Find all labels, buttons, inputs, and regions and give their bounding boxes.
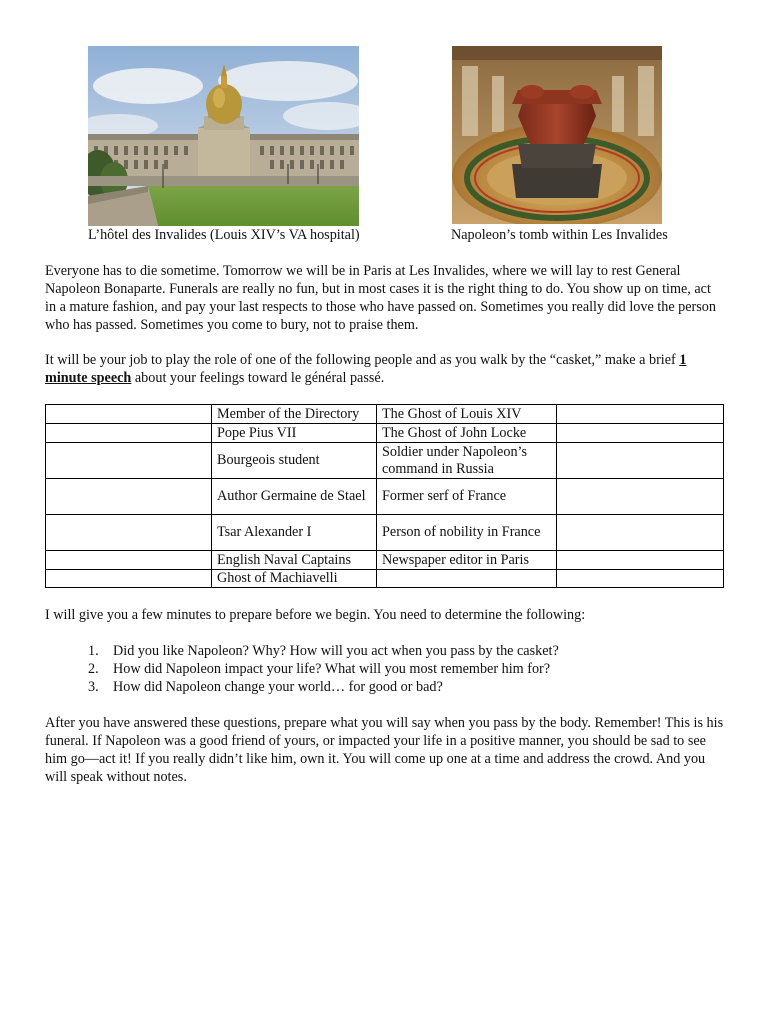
table-row xyxy=(46,551,724,570)
table-cell: The Ghost of Louis XIV xyxy=(377,405,557,424)
table-cell xyxy=(557,570,724,588)
table-cell xyxy=(557,515,724,551)
assignment-text-before: It will be your job to play the role of one of the following people and as you walk by the “casket,” make a brief xyxy=(45,352,680,368)
intro-paragraph: Everyone has to die sometime. Tomorrow we will be in Paris at Les Invalides, where we will lay to rest General Napoleon Bonaparte. Funerals are really no fun, but in most cases it is the right thing to do. You show up on time, act in a mature fashion, and pay your last respects to those who have passed on. Sometimes you really did love the person who has passed. Sometimes you come to bury, not to praise them. xyxy=(45,263,716,333)
table-cell: Tsar Alexander I xyxy=(212,515,377,551)
table-cell: Person of nobility in France xyxy=(377,515,557,551)
table-cell xyxy=(46,479,212,515)
speech-length-emphasis: 1 minute speech xyxy=(45,352,687,386)
tomb-caption: Napoleon’s tomb within Les Invalides xyxy=(451,227,668,243)
table-cell xyxy=(46,405,212,424)
list-item xyxy=(88,642,559,660)
table-row xyxy=(46,424,724,443)
question-text: How did Napoleon change your world… for good or bad? xyxy=(113,679,443,695)
napoleon-tomb-photo xyxy=(452,46,662,224)
table-cell xyxy=(46,551,212,570)
table-cell: Ghost of Machiavelli xyxy=(212,570,377,588)
table-row xyxy=(46,515,724,551)
table-row xyxy=(46,405,724,424)
table-cell xyxy=(46,570,212,588)
list-number: 1. xyxy=(88,643,99,659)
list-item xyxy=(88,660,559,678)
assignment-text-after: about your feelings toward le général passé. xyxy=(131,370,385,386)
closing-paragraph: After you have answered these questions, prepare what you will say when you pass by the body. Remember! This is his funeral. If Napoleon was a good friend of yours, or impacted your life in a positive manner, you should be sad to see him go—act it! If you really didn’t like him, own it. You will come up one at a time and address the crowd. And you will speak without notes. xyxy=(45,715,724,785)
table-cell xyxy=(46,424,212,443)
table-cell xyxy=(46,515,212,551)
table-cell: The Ghost of John Locke xyxy=(377,424,557,443)
assignment-paragraph xyxy=(45,351,725,387)
question-list xyxy=(88,642,559,696)
prepare-paragraph: I will give you a few minutes to prepare before we begin. You need to determine the following: xyxy=(45,607,586,623)
roles-table xyxy=(45,404,724,588)
table-cell: Author Germaine de Stael xyxy=(212,479,377,515)
table-cell: Pope Pius VII xyxy=(212,424,377,443)
invalides-caption: L’hôtel des Invalides (Louis XIV’s VA hospital) xyxy=(88,227,360,243)
table-cell: Former serf of France xyxy=(377,479,557,515)
list-number: 3. xyxy=(88,679,99,695)
list-item xyxy=(88,678,559,696)
table-cell: Soldier under Napoleon’s command in Russia xyxy=(377,443,557,479)
invalides-photo xyxy=(88,46,359,226)
table-cell: Member of the Directory xyxy=(212,405,377,424)
table-cell xyxy=(557,424,724,443)
table-row xyxy=(46,479,724,515)
question-text: Did you like Napoleon? Why? How will you act when you pass by the casket? xyxy=(113,643,559,659)
table-cell xyxy=(46,443,212,479)
table-cell xyxy=(557,479,724,515)
table-cell xyxy=(557,551,724,570)
table-cell: Newspaper editor in Paris xyxy=(377,551,557,570)
table-cell: English Naval Captains xyxy=(212,551,377,570)
table-cell xyxy=(557,405,724,424)
table-cell xyxy=(557,443,724,479)
table-row xyxy=(46,570,724,588)
table-cell xyxy=(377,570,557,588)
list-number: 2. xyxy=(88,661,99,677)
question-text: How did Napoleon impact your life? What will you most remember him for? xyxy=(113,661,551,677)
table-row xyxy=(46,443,724,479)
table-cell: Bourgeois student xyxy=(212,443,377,479)
